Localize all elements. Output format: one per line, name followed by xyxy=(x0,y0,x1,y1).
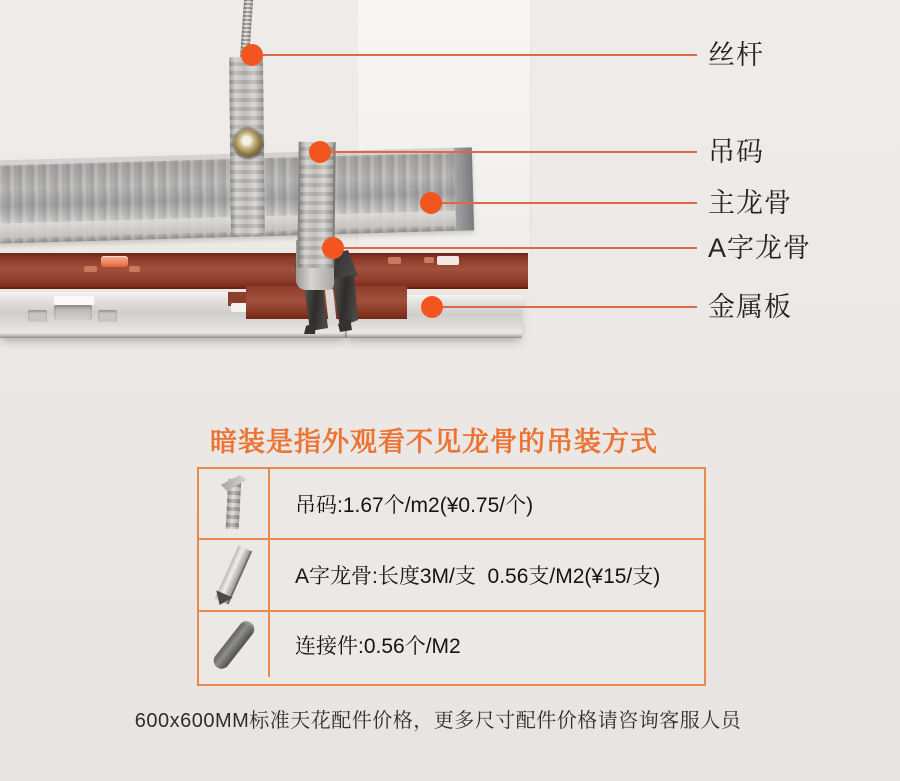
callout-dot-hanger xyxy=(309,141,331,163)
bolt-nut xyxy=(234,129,262,157)
callout-dot-threaded-rod xyxy=(241,44,263,66)
callout-dot-main-keel xyxy=(420,192,442,214)
callout-line xyxy=(320,151,697,153)
product-photo xyxy=(0,0,900,360)
hanger-part-image xyxy=(199,469,270,540)
callout-dot-metal-panel xyxy=(421,296,443,318)
price-row-a-keel: A字龙骨:长度3M/支 0.56支/M2(¥15/支) xyxy=(270,540,704,612)
price-table xyxy=(197,467,706,686)
price-row-connector: 连接件:0.56个/M2 xyxy=(295,634,461,658)
price-row-hanger: 吊码:1.67个/m2(¥0.75/个) xyxy=(270,469,704,540)
callout-line xyxy=(333,247,697,249)
callout-label-main-keel: 主龙骨 xyxy=(708,188,792,218)
callout-label-threaded-rod: 丝杆 xyxy=(708,40,764,70)
panel-slot xyxy=(28,310,47,322)
carrier-mark xyxy=(129,266,140,272)
carrier-clip-tab xyxy=(101,256,128,267)
carrier-mark xyxy=(424,257,434,263)
keel-end-cap xyxy=(454,147,474,230)
carrier-mark xyxy=(388,257,401,264)
section-heading: 暗装是指外观看不见龙骨的吊装方式 xyxy=(210,427,658,457)
a-keel-part-icon xyxy=(215,545,252,604)
callout-label-hanger: 吊码 xyxy=(708,137,764,167)
callout-label-metal-panel: 金属板 xyxy=(708,292,792,322)
panel-slot xyxy=(98,310,117,322)
carrier-slot xyxy=(437,256,459,265)
callout-dot-a-keel xyxy=(322,237,344,259)
callout-label-a-keel: A字龙骨 xyxy=(708,233,812,263)
a-keel-part-image xyxy=(199,540,270,612)
panel-slot-highlight xyxy=(54,296,94,305)
footer-caption: 600x600MM标准天花配件价格，更多尺寸配件价格请咨询客服人员 xyxy=(134,710,742,732)
panel-slot xyxy=(54,305,92,320)
callout-line xyxy=(252,54,697,56)
connector-part-image xyxy=(199,612,270,677)
callout-line xyxy=(431,202,697,204)
callout-line xyxy=(432,306,697,308)
carrier-mark xyxy=(84,266,97,272)
connector-part-icon xyxy=(210,618,257,672)
